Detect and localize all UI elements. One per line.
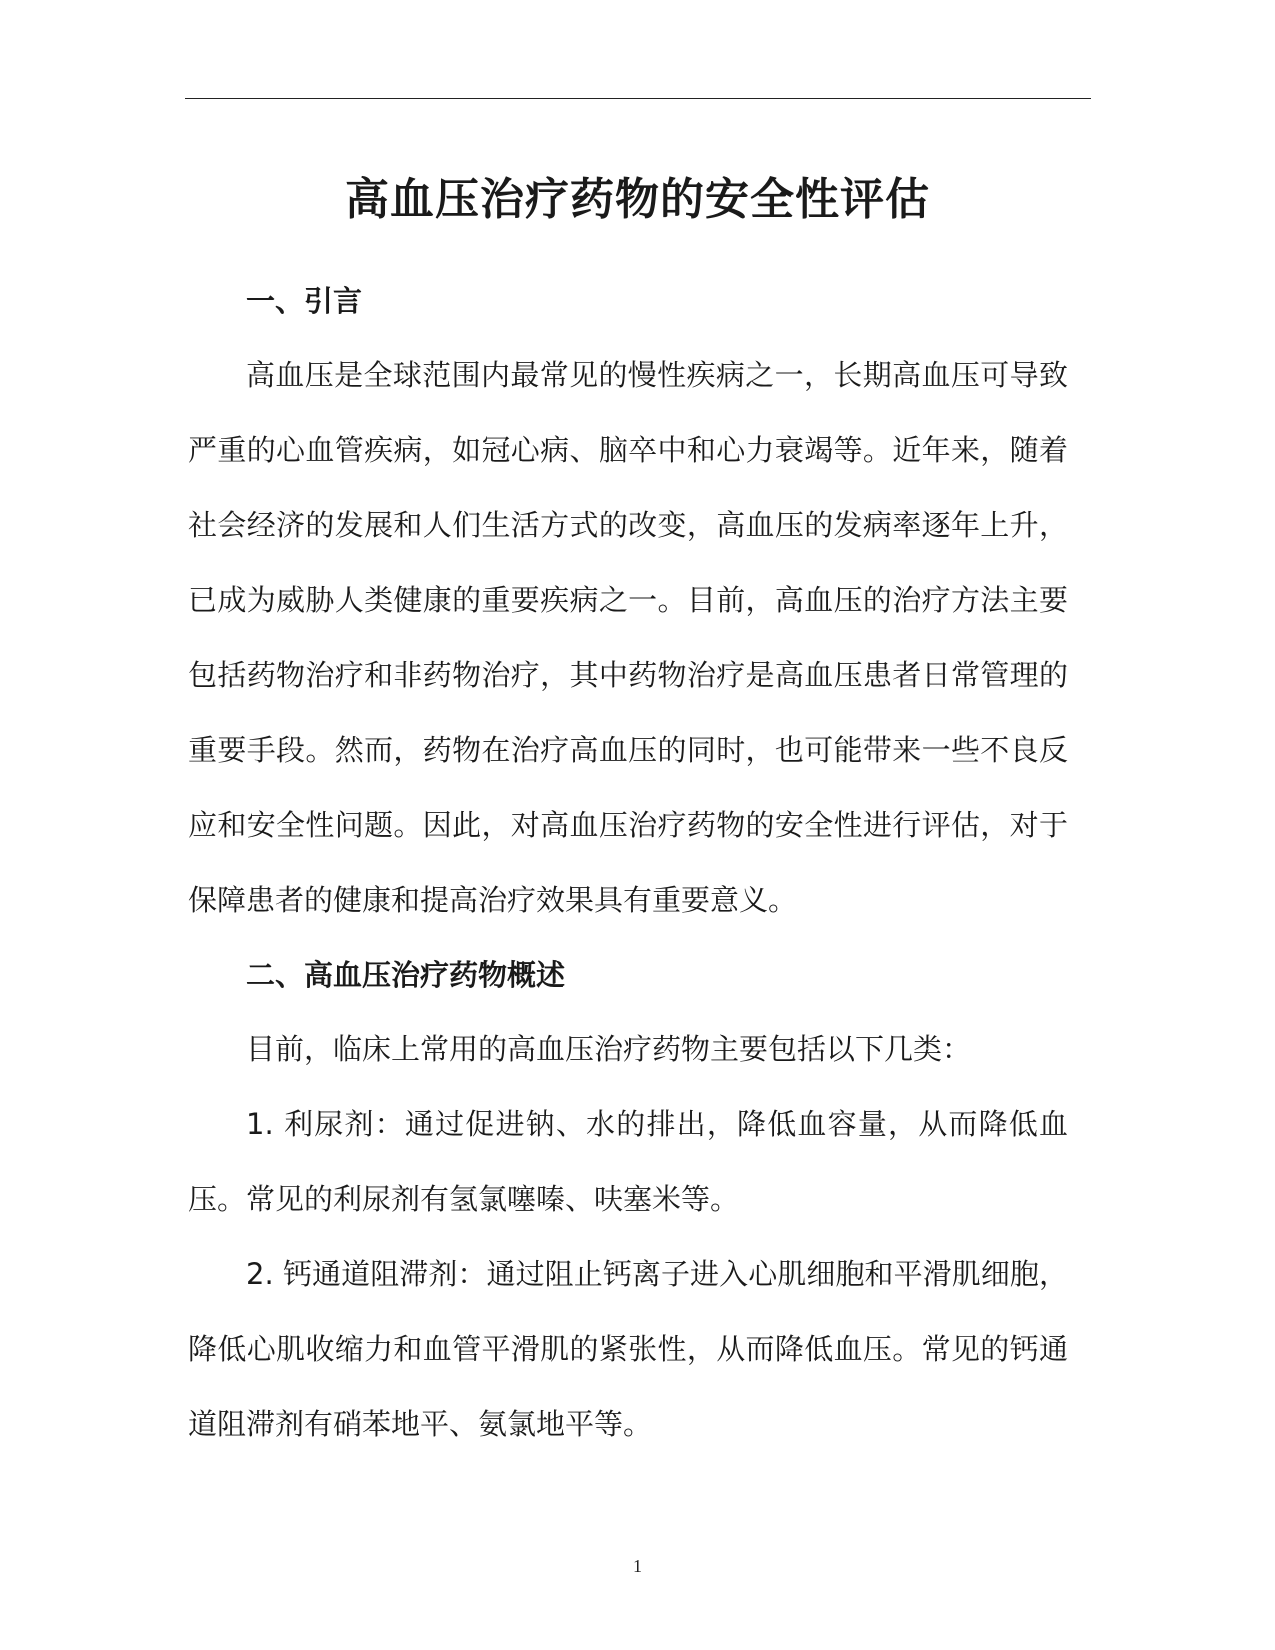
header-rule [185,98,1091,99]
list-item-calcium-channel-blockers: 2. 钙通道阻滞剂：通过阻止钙离子进入心肌细胞和平滑肌细胞，降低心肌收缩力和血管平滑肌的紧张性，从而降低血压。常见的钙通道阻滞剂有硝苯地平、氨氯地平等。 [188,1257,1068,1441]
paragraph-introduction: 高血压是全球范围内最常见的慢性疾病之一，长期高血压可导致严重的心血管疾病，如冠心病、脑卒中和心力衰竭等。近年来，随着社会经济的发展和人们生活方式的改变，高血压的发病率逐年上升，已成为威胁人类健康的重要疾病之一。目前，高血压的治疗方法主要包括药物治疗和非药物治疗，其中药物治疗是高血压患者日常管理的重要手段。然而，药物在治疗高血压的同时，也可能带来一些不良反应和安全性问题。因此，对高血压治疗药物的安全性进行评估，对于保障患者的健康和提高治疗效果具有重要意义。 [188,358,1068,917]
page-number: 1 [633,1556,642,1576]
document-title: 高血压治疗药物的安全性评估 [345,174,930,225]
section-heading-overview: 二、高血压治疗药物概述 [246,958,566,992]
paragraph-overview-intro: 目前，临床上常用的高血压治疗药物主要包括以下几类： [246,1032,972,1066]
section-heading-introduction: 一、引言 [246,284,363,318]
list-item-diuretics: 1. 利尿剂：通过促进钠、水的排出，降低血容量，从而降低血压。常见的利尿剂有氢氯噻嗪、呋塞米等。 [188,1107,1068,1216]
